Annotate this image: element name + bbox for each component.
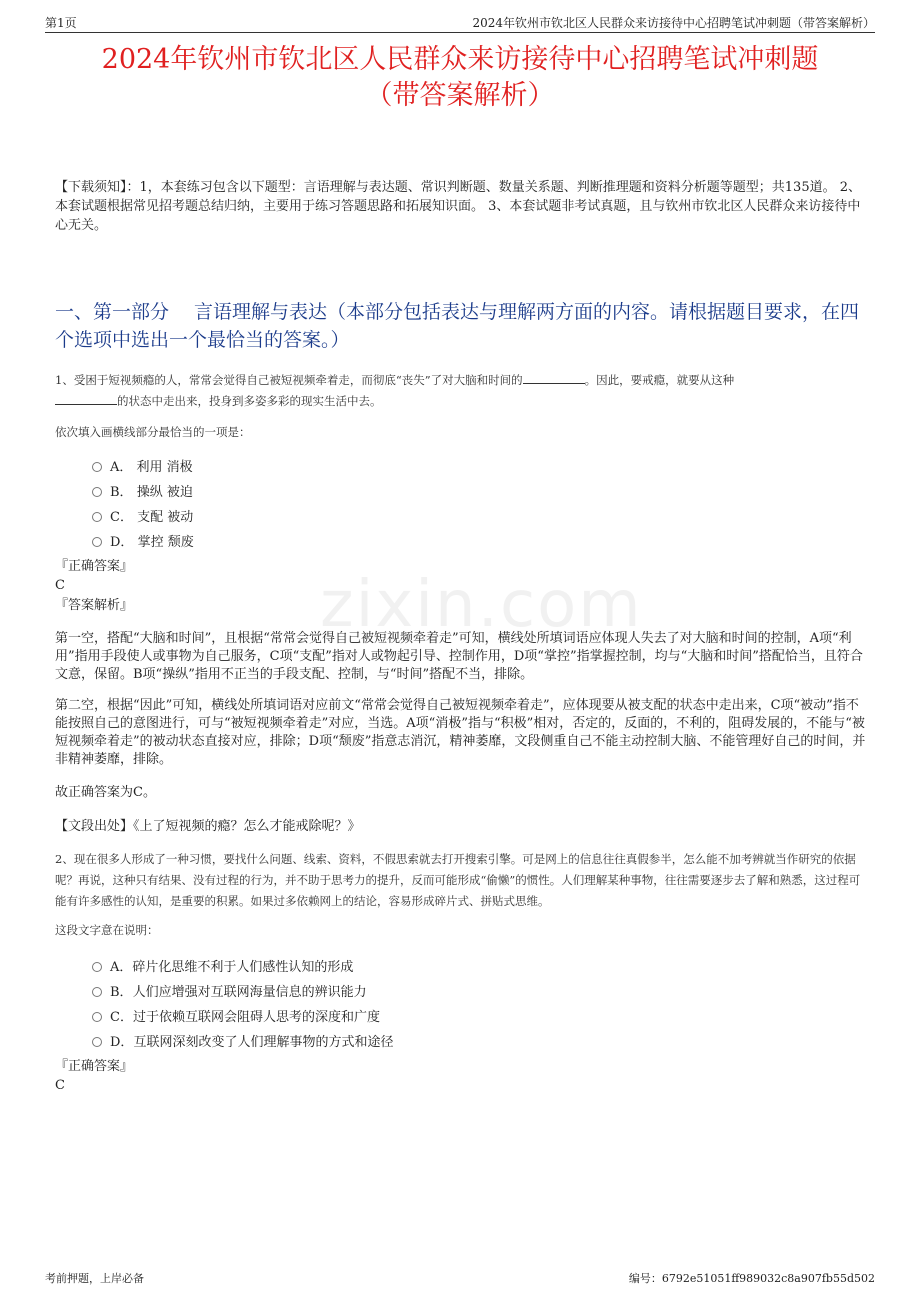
title-line-2: （带答案解析） xyxy=(365,80,555,111)
q1-part1: 1、受困于短视频瘾的人，常常会觉得自己被短视频牵着走，而彻底“丧失”了对大脑和时间的 xyxy=(55,373,523,387)
radio-icon[interactable] xyxy=(92,962,102,972)
q1-option-a[interactable]: A． 利用 消极 xyxy=(92,453,194,478)
q2-options xyxy=(92,953,393,1053)
section-heading: 一、第一部分 言语理解与表达（本部分包括表达与理解两方面的内容。请根据题目要求，在四个选项中选出一个最恰当的答案。） xyxy=(55,301,860,351)
radio-icon[interactable] xyxy=(92,487,102,497)
q2-answer-label: 『正确答案』 xyxy=(55,1059,134,1074)
q1-analysis-label: 『答案解析』 xyxy=(55,598,134,613)
question-1-stem xyxy=(55,370,870,412)
header-doc-title: 2024年钦州市钦北区人民群众来访接待中心招聘笔试冲刺题（带答案解析） xyxy=(472,16,875,30)
q2-option-b[interactable]: B． 人们应增强对互联网海量信息的辨识能力 xyxy=(92,978,393,1003)
download-notice: 【下载须知】：1，本套练习包含以下题型：言语理解与表达题、常识判断题、数量关系题、判断推理题和资料分析题等题型；共135道。 2、本套试题根据常见招考题总结归纳，主要用于练习答题思路和拓展知识面。 3、本套试题非考试真题，且与钦州市钦北区人民群众来访接待中心无关。 xyxy=(55,180,861,233)
footer-slogan: 考前押题，上岸必备 xyxy=(45,1272,144,1285)
q2-answer: C xyxy=(55,1078,65,1093)
q1-source: 【文段出处】《上了短视频的瘾？怎么才能戒除呢？》 xyxy=(55,819,361,834)
watermark: zixin.com xyxy=(320,568,643,642)
q1-blank-1 xyxy=(523,371,585,384)
title-line-1: 2024年钦州市钦北区人民群众来访接待中心招聘笔试冲刺题 xyxy=(101,44,819,75)
q1-option-b[interactable]: B． 操纵 被迫 xyxy=(92,478,194,503)
radio-icon[interactable] xyxy=(92,1037,102,1047)
q1-blank-2 xyxy=(55,392,117,405)
footer-doc-id: 编号：6792e51051ff989032c8a907fb55d502 xyxy=(628,1272,875,1285)
q1-options xyxy=(92,453,194,553)
q2-option-a[interactable]: A． 碎片化思维不利于人们感性认知的形成 xyxy=(92,953,393,978)
q1-option-d[interactable]: D． 掌控 颓废 xyxy=(92,528,194,553)
q1-answer: C xyxy=(55,578,65,593)
q1-answer-label: 『正确答案』 xyxy=(55,559,134,574)
q1-analysis-3: 故正确答案为C。 xyxy=(55,785,156,800)
radio-icon[interactable] xyxy=(92,1012,102,1022)
page-number: 第1页 xyxy=(45,16,77,30)
q1-analysis-1: 第一空，搭配“大脑和时间”，且根据“常常会觉得自己被短视频牵着走”可知，横线处所填词语应体现人失去了对大脑和时间的控制，A项“利用”指用手段使人或事物为自己服务，C项“支配”指对人或物起引导、控制作用，D项“掌控”指掌握控制，均与“大脑和时间”搭配恰当，且符合文意，保留。B项“操纵”指用不正当的手段支配、控制，与“时间”搭配不当，排除。 xyxy=(55,631,863,682)
page-header xyxy=(45,12,875,33)
radio-icon[interactable] xyxy=(92,537,102,547)
q1-analysis-2: 第二空，根据“因此”可知，横线处所填词语对应前文“常常会觉得自己被短视频牵着走”，应体现要从被支配的状态中走出来，C项“被动”指不能按照自己的意图进行，可与“被短视频牵着走”对应，当选。A项“消极”指与“积极”相对，否定的，反面的，不利的，阻碍发展的，不能与“被短视频牵着走”的被动状态直接对应，排除；D项“颓废”指意志消沉，精神萎靡，文段侧重自己不能主动控制大脑、不能管理好自己的时间，并非精神萎靡，排除。 xyxy=(55,698,866,767)
q1-prompt: 依次填入画横线部分最恰当的一项是： xyxy=(55,425,251,439)
q2-option-c[interactable]: C． 过于依赖互联网会阻碍人思考的深度和广度 xyxy=(92,1003,393,1028)
radio-icon[interactable] xyxy=(92,462,102,472)
q2-prompt: 这段文字意在说明： xyxy=(55,923,159,937)
q1-part2: 。因此，要戒瘾，就要从这种 xyxy=(584,373,735,387)
radio-icon[interactable] xyxy=(92,987,102,997)
q1-option-c[interactable]: C． 支配 被动 xyxy=(92,503,194,528)
q2-option-d[interactable]: D． 互联网深刻改变了人们理解事物的方式和途径 xyxy=(92,1028,393,1053)
q1-part3: 的状态中走出来，投身到多姿多彩的现实生活中去。 xyxy=(117,394,382,408)
document-title xyxy=(40,42,880,114)
question-2-stem: 2、现在很多人形成了一种习惯，要找什么问题、线索、资料，不假思索就去打开搜索引擎。可是网上的信息往往真假参半，怎么能不加考辨就当作研究的依据呢？再说，这种只有结果、没有过程的行为，并不助于思考力的提升，反而可能形成“偷懒”的惯性。人们理解某种事物，往往需要逐步去了解和熟悉，这过程可能有许多感性的认知，是重要的积累。如果过多依赖网上的结论，容易形成碎片式、拼贴式思维。 xyxy=(55,852,861,908)
radio-icon[interactable] xyxy=(92,512,102,522)
